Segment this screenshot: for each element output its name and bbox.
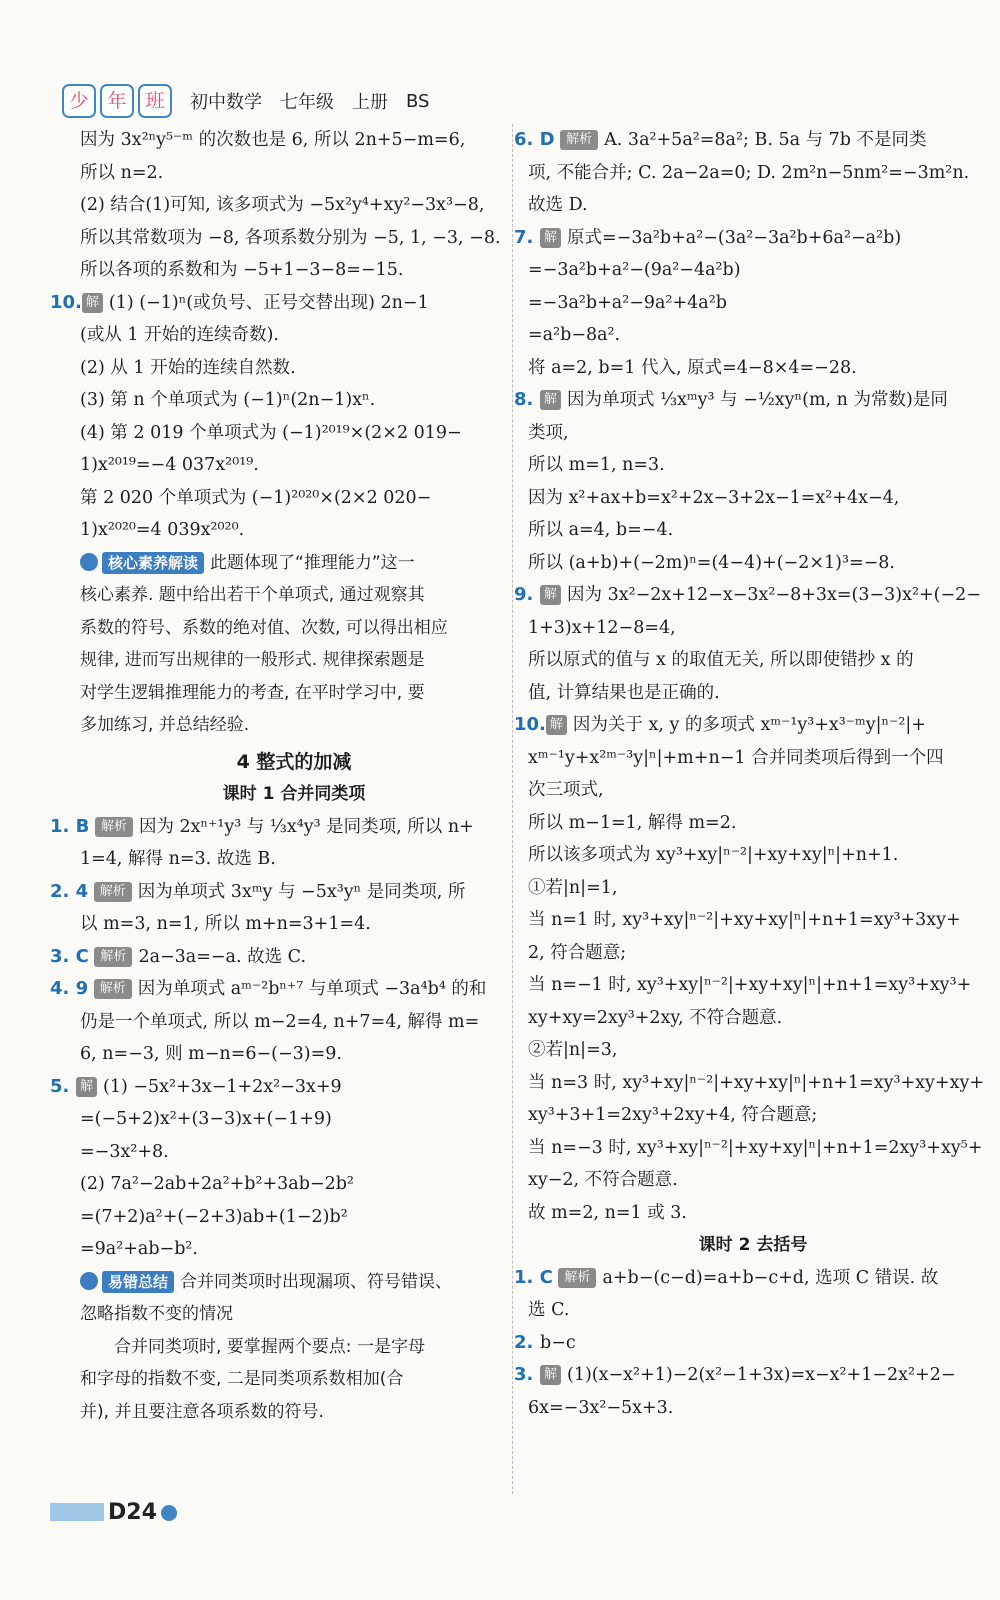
text-line: 所以各项的系数和为 −5+1−3−8=−15. [80, 260, 404, 280]
text-line: (4) 第 2 019 个单项式为 (−1)²⁰¹⁹×(2×2 019− [80, 422, 462, 443]
page-number-text: D24 [108, 1500, 157, 1525]
text-line: 故选 D. [528, 195, 588, 215]
page-number-dot-icon [161, 1505, 177, 1521]
text-line: =−3x²+8. [80, 1141, 169, 1162]
text-line: 因为单项式 aᵐ⁻²bⁿ⁺⁷ 与单项式 −3a⁴b⁴ 的和 [137, 979, 487, 999]
question-r2 [514, 1327, 978, 1360]
text-line: 6, n=−3, 则 m−n=6−(−3)=9. [80, 1044, 342, 1064]
question-number: 2. 4 [50, 880, 89, 902]
section-title: 4 整式的加减 [236, 750, 352, 773]
question-number: 7. [514, 226, 534, 248]
text-line: 6x=−3x²−5x+3. [528, 1397, 674, 1418]
text-line: 多加练习, 并总结经验. [80, 715, 250, 735]
text-line: 值, 计算结果也是正确的. [528, 682, 720, 703]
question-8 [514, 384, 978, 417]
text-line: xy−2, 不符合题意. [528, 1170, 678, 1190]
page-number [50, 1500, 177, 1525]
text-line: 因为 3x²ⁿy⁵⁻ᵐ 的次数也是 6, 所以 2n+5−m=6, [80, 130, 466, 150]
answer-tag: 解 [540, 1365, 561, 1385]
text-line: 故 m=2, n=1 或 3. [528, 1202, 687, 1223]
text-line: 选 C. [528, 1300, 570, 1320]
text-line: 规律, 进而写出规律的一般形式. 规律探索题是 [80, 650, 425, 670]
text-line: xᵐ⁻¹y+x²ᵐ⁻³y|ⁿ|+m+n−1 合并同类项后得到一个四 [528, 747, 944, 768]
question-number: 6. D [514, 129, 555, 150]
text-line: 所以 m=1, n=3. [528, 455, 665, 475]
text-line: 对学生逻辑推理能力的考查, 在平时学习中, 要 [80, 682, 425, 703]
text-line: =9a²+ab−b². [80, 1239, 198, 1259]
text-line: (2) 从 1 开始的连续自然数. [80, 357, 296, 378]
text-line: 将 a=2, b=1 代入, 原式=4−8×4=−28. [528, 357, 857, 378]
answer-tag: 解 [76, 1077, 97, 1097]
analysis-tag: 解析 [94, 882, 132, 902]
text-line: ②若|n|=3, [528, 1040, 618, 1060]
text-line: 以 m=3, n=1, 所以 m+n=3+1=4. [80, 914, 371, 934]
answer-tag: 解 [540, 585, 561, 605]
text-line: =(−5+2)x²+(3−3)x+(−1+9) [80, 1109, 332, 1129]
text-line: xy³+3+1=2xy³+2xy+4, 符合题意; [528, 1105, 818, 1125]
analysis-tag: 解析 [94, 947, 132, 967]
question-r1 [514, 1262, 978, 1295]
common-error-note [80, 1266, 508, 1299]
core-literacy-label: 核心素养解读 [102, 552, 204, 574]
page-number-bar [50, 1503, 104, 1521]
text-line: 所以 n=2. [80, 162, 164, 183]
text-line: 和字母的指数不变, 二是同类项系数相加(合 [80, 1369, 404, 1389]
text-line: (2) 7a²−2ab+2a²+b²+3ab−2b² [80, 1174, 354, 1194]
text-line: 当 n=3 时, xy³+xy|ⁿ⁻²|+xy+xy|ⁿ|+n+1=xy³+xy+xy+ [528, 1072, 984, 1093]
question-10-right [514, 709, 978, 742]
text-line: (或从 1 开始的连续奇数). [80, 325, 279, 345]
text-line: 因为 x²+ax+b=x²+2x−3+2x−1=x²+4x−4, [528, 487, 900, 508]
question-number: 10. [514, 714, 546, 735]
text-line: 当 n=−3 时, xy³+xy|ⁿ⁻²|+xy+xy|ⁿ|+n+1=2xy³+xy⁵+ [528, 1137, 983, 1158]
logo-char-3: 班 [138, 84, 172, 118]
text-line: 当 n=−1 时, xy³+xy|ⁿ⁻²|+xy+xy|ⁿ|+n+1=xy³+xy³+ [528, 975, 972, 995]
question-number: 5. [50, 1075, 70, 1097]
header-subject: 初中数学 [190, 92, 262, 113]
core-literacy-icon [80, 553, 98, 571]
text-line: 因为关于 x, y 的多项式 xᵐ⁻¹y³+x³⁻ᵐy|ⁿ⁻²|+ [572, 715, 926, 735]
text-line: 所以原式的值与 x 的取值无关, 所以即使错抄 x 的 [528, 650, 914, 670]
question-number: 1. B [50, 815, 90, 837]
answer-tag: 解 [540, 228, 561, 248]
question-2 [50, 876, 508, 909]
right-column [514, 124, 984, 1424]
text-line: (1) (−1)ⁿ(或负号、正号交替出现) 2n−1 [108, 292, 429, 313]
text-line: 因为单项式 3xᵐy 与 −5x³yⁿ 是同类项, 所 [137, 881, 466, 902]
text-line: 类项, [528, 422, 569, 443]
question-number: 3. C [50, 945, 89, 967]
text-line: a+b−(c−d)=a+b−c+d, 选项 C 错误. 故 [602, 1267, 939, 1288]
question-9 [514, 579, 981, 612]
question-number: 1. C [514, 1266, 553, 1288]
text-line: 合并同类项时, 要掌握两个要点: 一是字母 [114, 1336, 425, 1357]
text-line: (1) −5x²+3x−1+2x²−3x+9 [103, 1076, 342, 1097]
text-line: xy+xy=2xy³+2xy, 不符合题意. [528, 1007, 783, 1028]
text-line: 项, 不能合并; C. 2a−2a=0; D. 2m²n−5nm²=−3m²n. [528, 162, 970, 183]
text-line: 1=4, 解得 n=3. 故选 B. [80, 849, 276, 869]
page-header [62, 84, 429, 118]
text-line: 所以其常数项为 −8, 各项系数分别为 −5, 1, −3, −8. [80, 227, 501, 248]
text-line: (3) 第 n 个单项式为 (−1)ⁿ(2n−1)xⁿ. [80, 390, 376, 410]
text-line: (1)(x−x²+1)−2(x²−1+3x)=x−x²+1−2x²+2− [567, 1365, 956, 1385]
text-line: 当 n=1 时, xy³+xy|ⁿ⁻²|+xy+xy|ⁿ|+n+1=xy³+3xy+ [528, 910, 961, 930]
question-number: 9. [514, 584, 534, 605]
text-line: 系数的符号、系数的绝对值、次数, 可以得出相应 [80, 617, 448, 638]
error-summary-icon [80, 1272, 98, 1290]
column-divider [512, 124, 513, 1494]
lesson-title: 课时 1 合并同类项 [222, 784, 366, 804]
question-5 [50, 1071, 508, 1104]
question-1 [50, 811, 508, 844]
text-line: 所以 (a+b)+(−2m)ⁿ=(4−4)+(−2×1)³=−8. [528, 552, 895, 573]
header-grade: 七年级 [280, 92, 334, 113]
logo-char-2: 年 [100, 84, 134, 118]
error-summary-label: 易错总结 [102, 1271, 174, 1293]
text-line: 并), 并且要注意各项系数的符号. [80, 1401, 324, 1422]
header-edition: BS [406, 90, 430, 112]
text-line: b−c [540, 1332, 576, 1353]
question-3 [50, 941, 508, 974]
text-line: =(7+2)a²+(−2+3)ab+(1−2)b² [80, 1206, 348, 1227]
text-line: 1+3)x+12−8=4, [528, 617, 676, 638]
text-line: 合并同类项时出现漏项、符号错误、 [180, 1271, 453, 1292]
text-line: 所以 m−1=1, 解得 m=2. [528, 812, 737, 833]
text-line: 所以该多项式为 xy³+xy|ⁿ⁻²|+xy+xy|ⁿ|+n+1. [528, 845, 899, 865]
header-volume: 上册 [352, 92, 388, 113]
text-line: A. 3a²+5a²=8a²; B. 5a 与 7b 不是同类 [604, 130, 927, 150]
question-4 [50, 973, 508, 1006]
text-line: ①若|n|=1, [528, 877, 618, 898]
text-line: 第 2 020 个单项式为 (−1)²⁰²⁰×(2×2 020− [80, 487, 432, 508]
text-line: 因为单项式 ⅓xᵐy³ 与 −½xyⁿ(m, n 为常数)是同 [567, 390, 948, 410]
question-number: 10. [50, 291, 82, 313]
analysis-tag: 解析 [558, 1268, 596, 1288]
analysis-tag: 解析 [94, 979, 132, 999]
text-line: 1)x²⁰¹⁹=−4 037x²⁰¹⁹. [80, 455, 259, 475]
text-line: (2) 结合(1)可知, 该多项式为 −5x²y⁴+xy²−3x³−8, [80, 195, 485, 215]
text-line: 仍是一个单项式, 所以 m−2=4, n+7=4, 解得 m= [80, 1011, 480, 1032]
lesson-title: 课时 2 去括号 [698, 1235, 808, 1255]
series-logo [62, 84, 172, 118]
answer-tag: 解 [540, 390, 561, 410]
text-line: 次三项式, [528, 780, 604, 800]
question-number: 8. [514, 389, 534, 410]
question-6 [514, 124, 978, 157]
answer-tag: 解 [546, 715, 567, 735]
text-line: =a²b−8a². [528, 325, 621, 345]
text-line: 忽略指数不变的情况 [80, 1304, 233, 1324]
text-line: 此题体现了“推理能力”这一 [210, 552, 415, 573]
answer-tag: 解 [82, 293, 103, 313]
logo-char-1: 少 [62, 84, 96, 118]
text-line: =−3a²b+a²−(9a²−4a²b) [528, 260, 741, 280]
text-line: 所以 a=4, b=−4. [528, 520, 674, 540]
analysis-tag: 解析 [95, 817, 133, 837]
text-line: 1)x²⁰²⁰=4 039x²⁰²⁰. [80, 520, 245, 540]
core-literacy-note [80, 547, 508, 580]
question-7 [514, 222, 978, 255]
question-number: 2. [514, 1331, 534, 1353]
text-line: 2, 符合题意; [528, 942, 627, 963]
question-number: 4. 9 [50, 978, 89, 999]
text-line: 2a−3a=−a. 故选 C. [138, 946, 307, 967]
text-line: 核心素养. 题中给出若干个单项式, 通过观察其 [80, 585, 425, 605]
text-line: 原式=−3a²b+a²−(3a²−3a²b+6a²−a²b) [567, 227, 902, 248]
text-line: 因为 2xⁿ⁺¹y³ 与 ⅓x⁴y³ 是同类项, 所以 n+ [138, 816, 474, 837]
question-r3 [514, 1359, 978, 1392]
text-line: 因为 3x²−2x+12−x−3x²−8+3x=(3−3)x²+(−2− [567, 585, 981, 605]
text-line: =−3a²b+a²−9a²+4a²b [528, 292, 727, 313]
question-10-left [50, 287, 508, 320]
question-number: 3. [514, 1364, 534, 1385]
analysis-tag: 解析 [560, 130, 598, 150]
left-column [50, 124, 508, 1428]
